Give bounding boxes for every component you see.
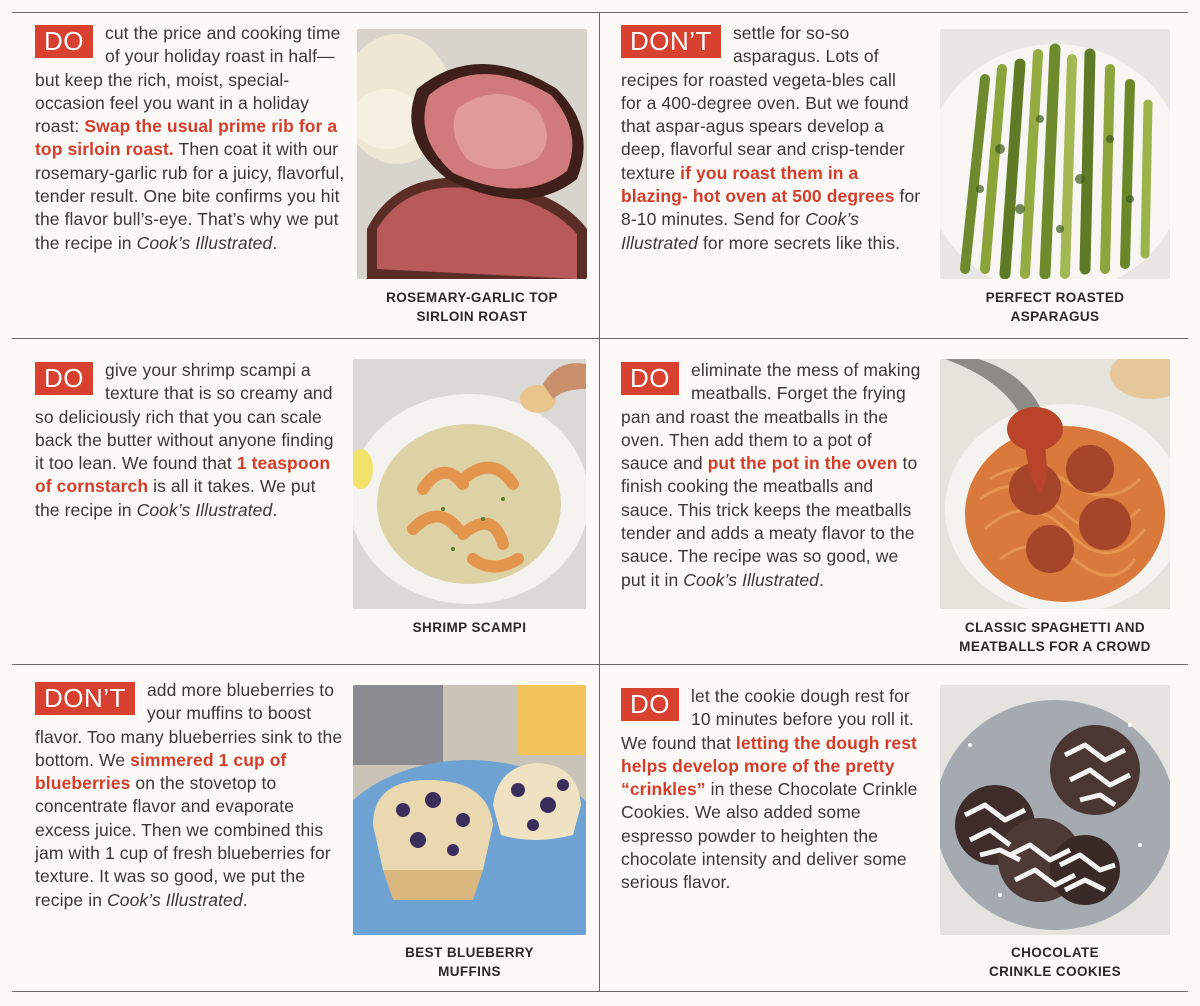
tip-badge: DO bbox=[621, 362, 679, 395]
body-text: settle for so-so asparagus. Lots of recipes for roasted vegeta-bles call for a 400-degree oven. But we found that aspar-agus spears develop a deep, flavorful sear and crisp-tender texture bbox=[621, 23, 909, 183]
caption-line: MUFFINS bbox=[438, 964, 501, 979]
caption-line: MEATBALLS FOR A CROWD bbox=[959, 639, 1151, 654]
body-text: Then coat it with our rosemary-garlic rub for a juicy, flavorful, tender result. One bite confirms you hit the flavor bull’s-eye. That’s why we put the recipe in bbox=[35, 139, 345, 253]
tip-card-cookies bbox=[600, 665, 1188, 991]
body-text: . bbox=[819, 569, 824, 590]
recipe-caption bbox=[940, 288, 1170, 326]
body-text: let the cookie dough rest for 10 minutes before you roll it. We found that bbox=[621, 686, 914, 753]
tip-text bbox=[35, 359, 345, 522]
body-text: is all it takes. We put the recipe in bbox=[35, 476, 316, 520]
recipe-caption bbox=[353, 618, 586, 637]
publication-title: Cook’s Illustrated bbox=[683, 569, 820, 590]
highlighted-text: put the pot in the oven bbox=[707, 453, 898, 474]
body-text: give your shrimp scampi a texture that is so creamy and so deliciously rich that you can scale back the butter without anyone finding it too lean. We found that bbox=[35, 360, 334, 474]
caption-line: CHOCOLATE bbox=[1010, 945, 1100, 960]
tip-text bbox=[621, 22, 921, 255]
body-text: in these Chocolate Crinkle Cookies. We also added some espresso powder to heighten the chocolate intensity and deliver some serious flavor. bbox=[621, 779, 918, 893]
sirloin-roast-photo bbox=[357, 29, 587, 279]
caption-line: SHRIMP SCAMPI bbox=[412, 620, 527, 635]
body-text: to finish cooking the meatballs and sauce. This trick keeps the meatballs tender and adds a meaty flavor to the sauce. The recipe was so good, we put it in bbox=[621, 453, 918, 590]
crinkle-cookies-photo bbox=[940, 685, 1170, 935]
tip-card-muffins bbox=[12, 665, 600, 991]
caption-line: CRINKLE COOKIES bbox=[988, 964, 1121, 979]
body-text: . bbox=[272, 232, 278, 253]
highlighted-text: Swap the usual prime rib for a top sirloin roast. bbox=[35, 116, 338, 160]
tip-badge: DON’T bbox=[621, 25, 721, 58]
publication-title: Cook’s Illustrated bbox=[107, 889, 243, 910]
tip-text bbox=[35, 22, 345, 255]
spaghetti-meatballs-photo bbox=[940, 359, 1170, 609]
body-text: add more blueberries to your muffins to boost flavor. Too many blueberries sink to the bottom. We bbox=[35, 680, 343, 770]
body-text: . bbox=[272, 499, 278, 520]
highlighted-text: letting the dough rest helps develop more of the pretty “crinkles” bbox=[621, 732, 917, 800]
body-text: for 8-10 minutes. Send for bbox=[621, 186, 921, 230]
recipe-caption bbox=[930, 618, 1180, 656]
tip-card-shrimp bbox=[12, 339, 600, 664]
tip-text bbox=[621, 359, 921, 592]
caption-line: ROSEMARY-GARLIC TOP bbox=[386, 290, 558, 305]
publication-title: Cook’s Illustrated bbox=[136, 232, 273, 253]
blueberry-muffins-photo bbox=[353, 685, 586, 935]
recipe-caption bbox=[357, 288, 587, 326]
tip-card-sirloin bbox=[12, 12, 600, 338]
highlighted-text: 1 teaspoon of cornstarch bbox=[35, 453, 331, 497]
recipe-caption bbox=[940, 943, 1170, 981]
body-text: cut the price and cooking time of your holiday roast in half—but keep the rich, moist, special-occasion feel you want in a holiday roast: bbox=[35, 23, 341, 137]
tip-badge: DO bbox=[35, 25, 93, 58]
shrimp-scampi-photo bbox=[353, 359, 586, 609]
tip-text bbox=[621, 685, 921, 895]
body-text: . bbox=[242, 889, 248, 910]
caption-line: CLASSIC SPAGHETTI AND bbox=[964, 620, 1146, 635]
tip-badge: DON’T bbox=[35, 682, 135, 715]
body-text: eliminate the mess of making meatballs. Forget the frying pan and roast the meatballs in the oven. Then add them to a pot of sauce and bbox=[621, 360, 921, 474]
publication-title: Cook’s Illustrated bbox=[621, 209, 859, 253]
caption-line: BEST BLUEBERRY bbox=[405, 945, 534, 960]
recipe-caption bbox=[353, 943, 586, 981]
tip-text bbox=[35, 679, 345, 912]
caption-line: ASPARAGUS bbox=[1010, 309, 1100, 324]
tip-card-asparagus bbox=[600, 12, 1188, 338]
caption-line: SIRLOIN ROAST bbox=[416, 309, 528, 324]
asparagus-photo bbox=[940, 29, 1170, 279]
tip-badge: DO bbox=[35, 362, 93, 395]
body-text: on the stovetop to concentrate flavor and evaporate excess juice. Then we combined this jam with 1 cup of fresh blueberries for texture. It was so good, we put the recipe in bbox=[35, 773, 331, 910]
tip-card-meatballs bbox=[600, 339, 1188, 664]
highlighted-text: simmered 1 cup of blueberries bbox=[35, 749, 287, 794]
publication-title: Cook’s Illustrated bbox=[136, 499, 273, 520]
bottom-rule bbox=[12, 991, 1188, 992]
caption-line: PERFECT ROASTED bbox=[985, 290, 1125, 305]
body-text: for more secrets like this. bbox=[697, 232, 901, 253]
tip-badge: DO bbox=[621, 688, 679, 721]
highlighted-text: if you roast them in a blazing- hot oven at 500 degrees bbox=[621, 162, 895, 207]
